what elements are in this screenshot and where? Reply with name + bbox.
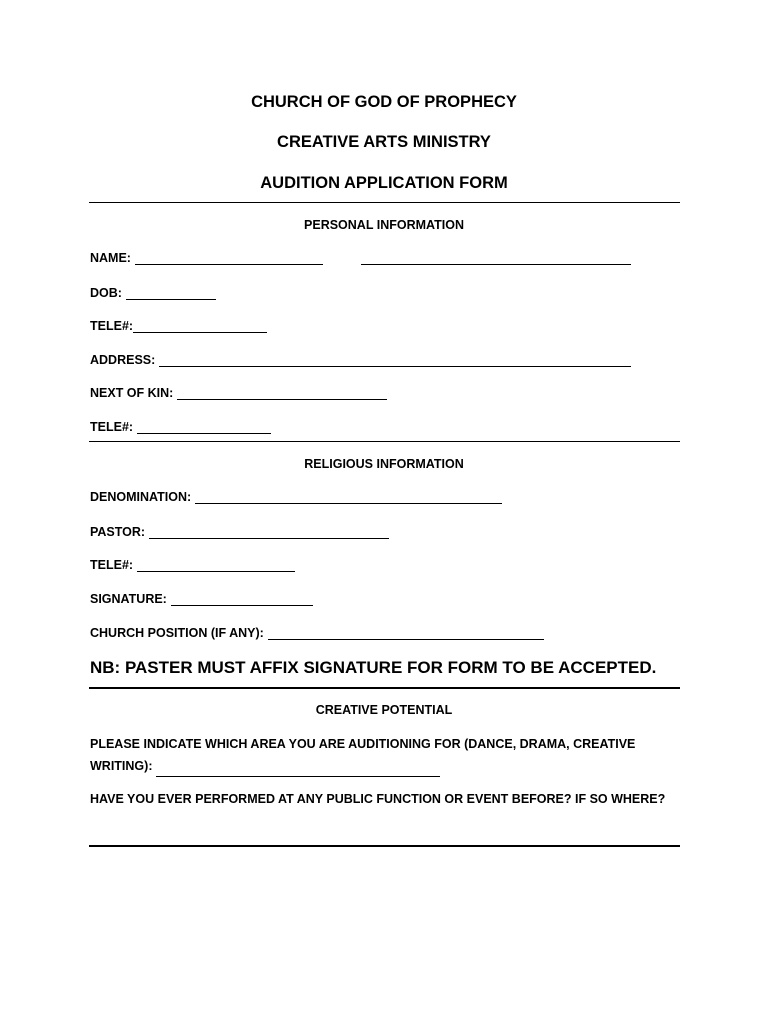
name-row	[90, 251, 631, 265]
denomination-label: DENOMINATION:	[90, 490, 192, 504]
next-of-kin-row	[90, 386, 387, 400]
kin-tele-label: TELE#:	[90, 420, 134, 434]
religious-information-heading: RELIGIOUS INFORMATION	[304, 457, 464, 471]
pastor-signature-notice: NB: PASTER MUST AFFIX SIGNATURE FOR FORM TO BE ACCEPTED.	[90, 658, 657, 677]
kin-tele-field[interactable]	[137, 421, 271, 434]
pastor-field[interactable]	[149, 526, 389, 539]
audition-area-answer-row	[90, 755, 680, 777]
pastor-tele-field[interactable]	[137, 559, 295, 572]
pastor-tele-row	[90, 558, 295, 572]
next-of-kin-field[interactable]	[177, 387, 387, 400]
pastor-row	[90, 525, 389, 539]
address-row	[90, 353, 631, 367]
name-field-second[interactable]	[361, 252, 631, 265]
tele-field[interactable]	[133, 320, 267, 333]
dob-row	[90, 286, 216, 300]
address-field[interactable]	[159, 354, 631, 367]
signature-label: SIGNATURE:	[90, 592, 167, 606]
tele-row	[90, 319, 267, 333]
church-name-heading: CHURCH OF GOD OF PROPHECY	[251, 93, 517, 111]
performed-answer-line[interactable]	[89, 845, 680, 847]
audition-area-question-line2: WRITING):	[90, 759, 153, 773]
dob-field[interactable]	[126, 287, 216, 300]
next-of-kin-label: NEXT OF KIN:	[90, 386, 174, 400]
address-label: ADDRESS:	[90, 353, 156, 367]
denomination-field[interactable]	[195, 491, 502, 504]
pastor-label: PASTOR:	[90, 525, 146, 539]
signature-row	[90, 592, 313, 606]
ministry-heading: CREATIVE ARTS MINISTRY	[277, 133, 491, 151]
form-title: AUDITION APPLICATION FORM	[260, 174, 508, 192]
name-field[interactable]	[135, 252, 323, 265]
name-label: NAME:	[90, 251, 131, 265]
header-divider	[89, 202, 680, 203]
signature-field[interactable]	[171, 593, 313, 606]
personal-information-heading: PERSONAL INFORMATION	[304, 218, 464, 232]
church-position-row	[90, 626, 544, 640]
notice-divider	[89, 687, 680, 689]
audition-area-question-line1: PLEASE INDICATE WHICH AREA YOU ARE AUDITIONING FOR (DANCE, DRAMA, CREATIVE	[90, 737, 636, 751]
kin-tele-row	[90, 420, 271, 434]
audition-area-question	[90, 733, 680, 777]
church-position-field[interactable]	[268, 627, 544, 640]
creative-potential-heading: CREATIVE POTENTIAL	[315, 703, 453, 717]
denomination-row	[90, 490, 502, 504]
dob-label: DOB:	[90, 286, 122, 300]
audition-area-field[interactable]	[156, 764, 440, 777]
performed-question: HAVE YOU EVER PERFORMED AT ANY PUBLIC FUNCTION OR EVENT BEFORE? IF SO WHERE?	[90, 792, 666, 806]
church-position-label: CHURCH POSITION (IF ANY):	[90, 626, 264, 640]
personal-divider	[89, 441, 680, 442]
pastor-tele-label: TELE#:	[90, 558, 134, 572]
tele-label: TELE#:	[90, 319, 134, 333]
